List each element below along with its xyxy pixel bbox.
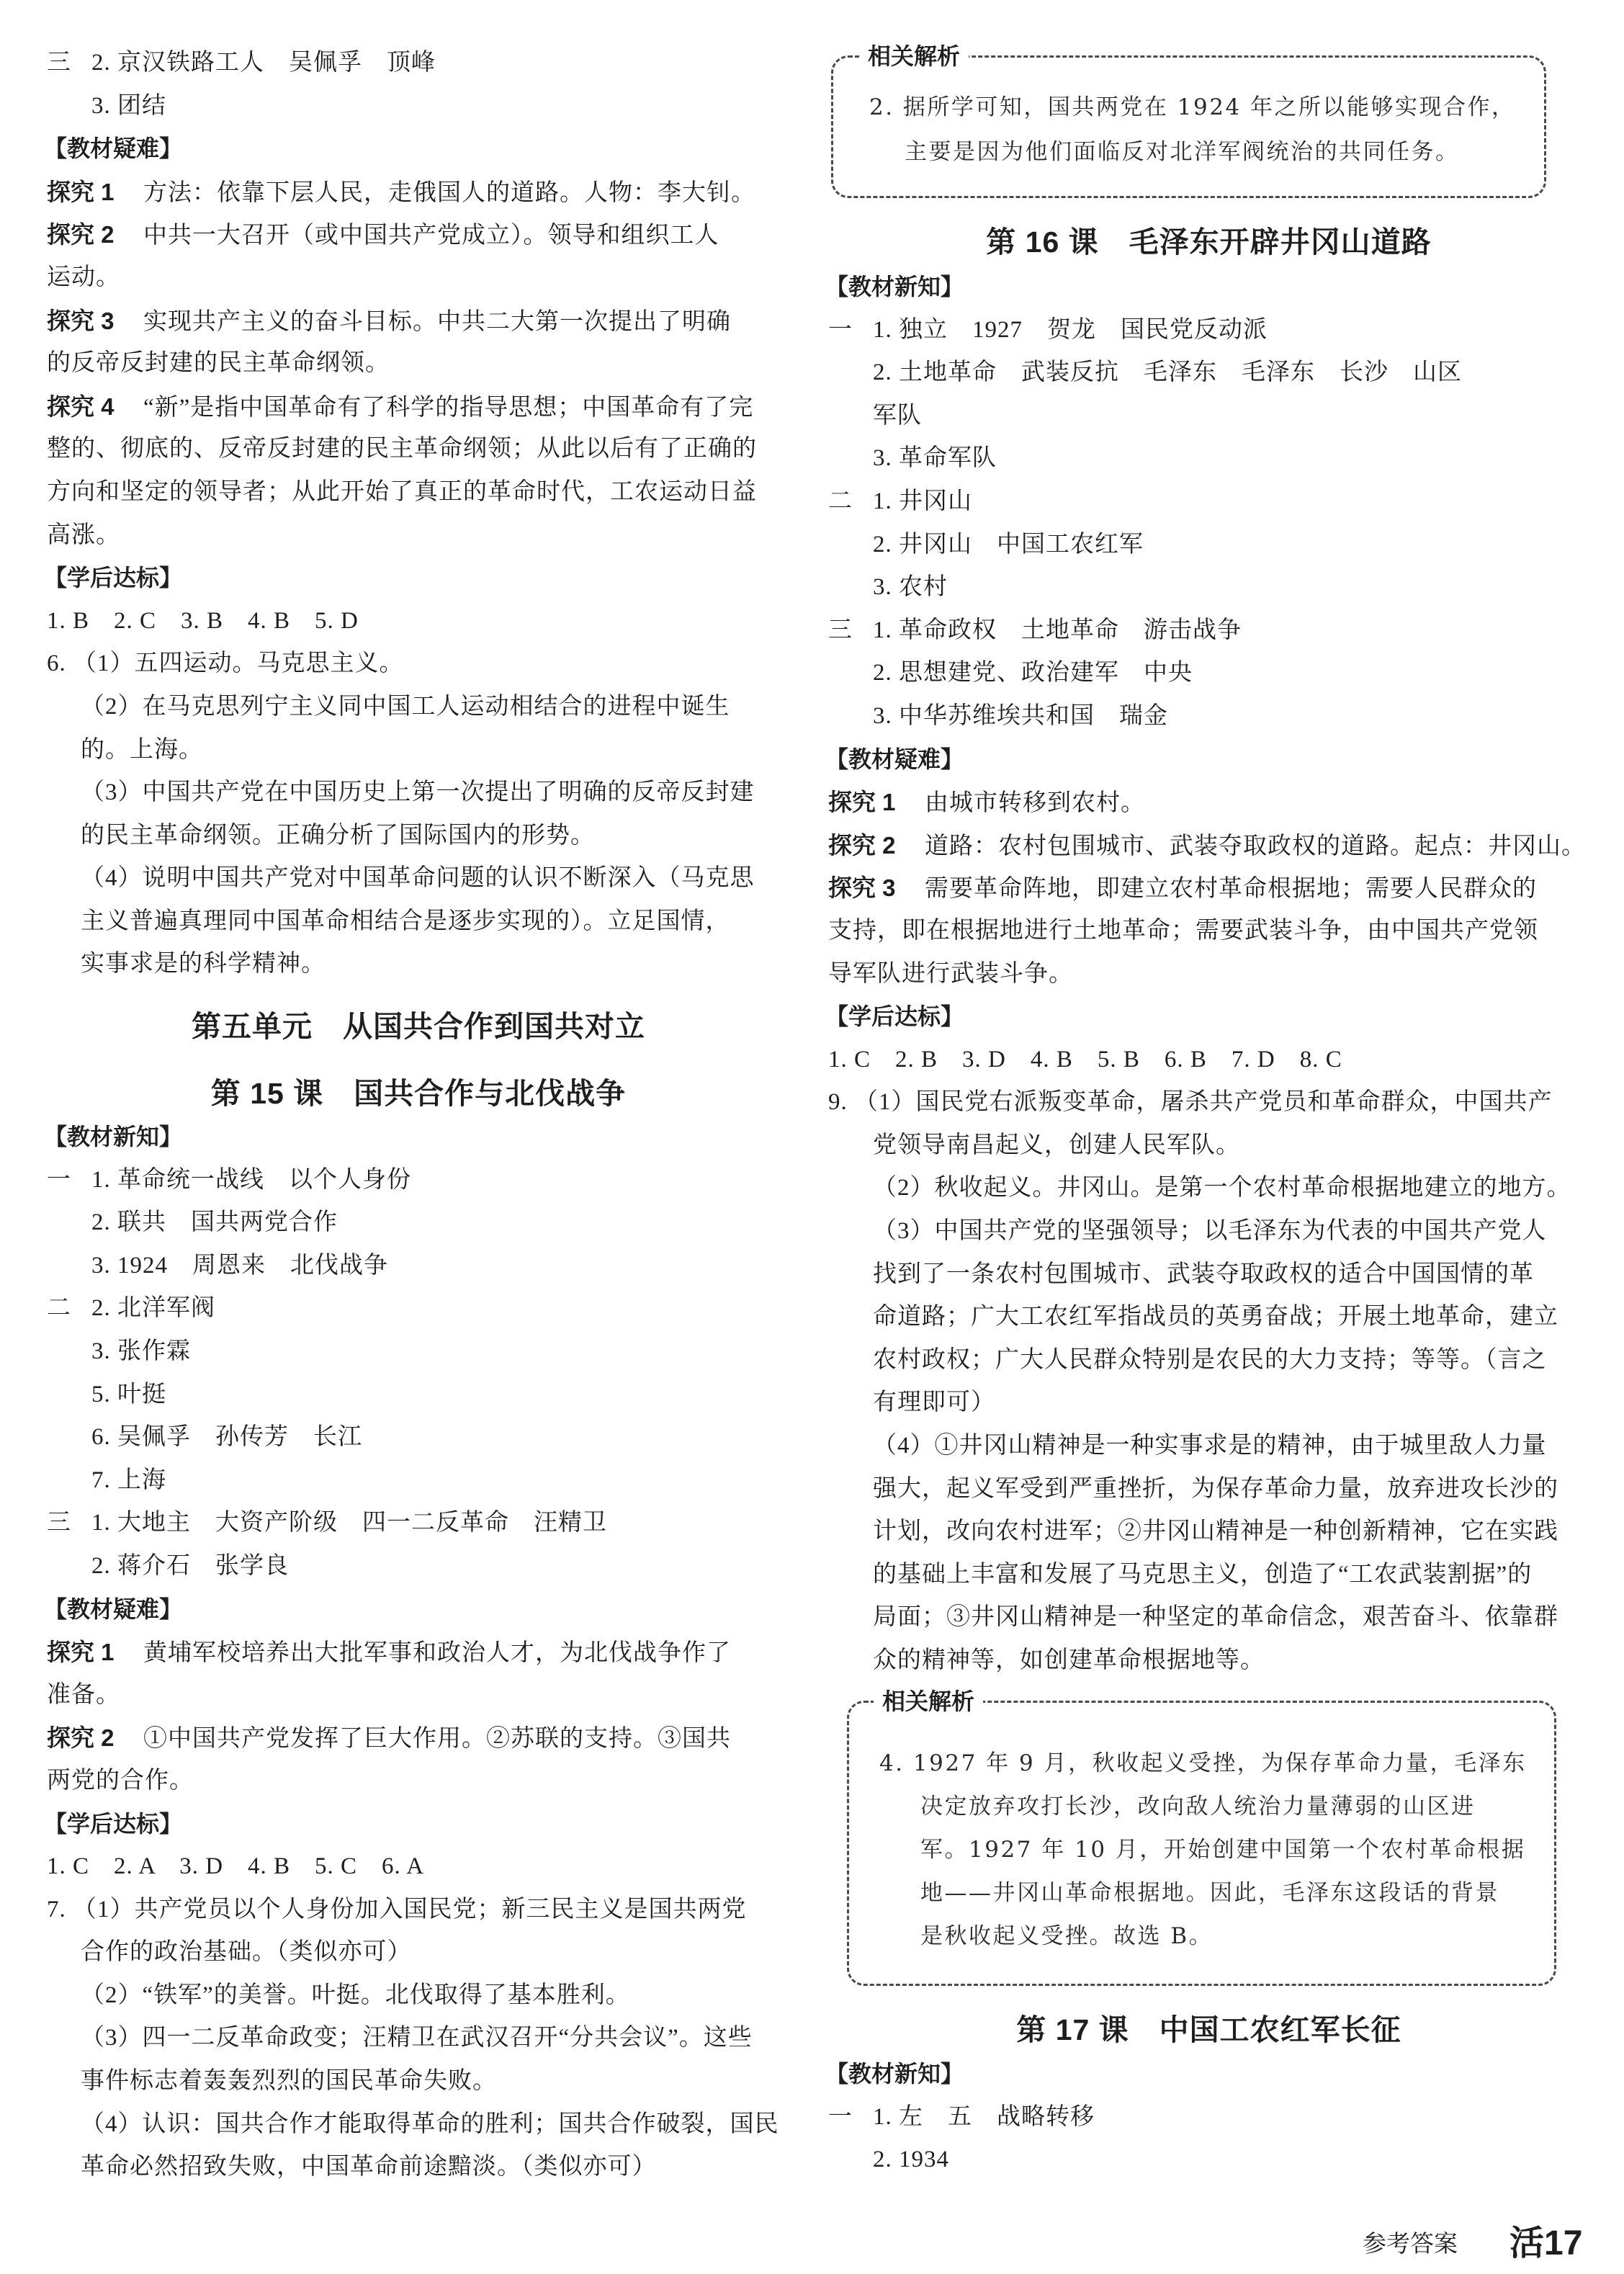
answer-line: 6. （1）五四运动。马克思主义。: [47, 650, 404, 677]
line-text: 2. 京汉铁路工人 吴佩孚 顶峰: [91, 50, 436, 76]
answer-line: [44, 1287, 793, 1330]
part-marker: 一: [828, 316, 853, 343]
inquiry-line: [44, 1631, 793, 1674]
answer-line: 3. 革命军队: [873, 445, 997, 472]
answer-line: 1. B 2. C 3. B 4. B 5. D: [47, 607, 359, 634]
inquiry-label: 探究 2: [47, 1724, 115, 1752]
answer-line: （4）说明中国共产党对中国革命问题的认识不断深入（马克思: [81, 865, 755, 892]
page-number: 活17: [1509, 2224, 1583, 2262]
inquiry-line: [825, 867, 1592, 910]
line-text: 1. 井冈山: [873, 488, 972, 514]
section-label: 【教材疑难】: [44, 135, 183, 162]
answer-line: [44, 1502, 793, 1545]
answer-line: 方向和坚定的领导者；从此开始了真正的革命时代，工农运动日益: [47, 478, 757, 505]
answer-line: [44, 1159, 793, 1202]
section-label: 【教材新知】: [825, 2061, 964, 2087]
analysis-line: 主要是因为他们面临反对北洋军阀统治的共同任务。: [905, 139, 1460, 165]
answer-line: 2. 蒋介石 张学良: [91, 1552, 289, 1579]
answer-line: （2）秋收起义。井冈山。是第一个农村革命根据地建立的地方。: [873, 1175, 1571, 1201]
part-marker: 一: [828, 2103, 853, 2130]
answer-line: 的反帝反封建的民主革命纲领。: [47, 350, 390, 377]
answer-line: [825, 309, 1592, 352]
inquiry-label: 探究 4: [47, 393, 115, 420]
footer-label: 参考答案: [1363, 2230, 1458, 2257]
section-label: 【学后达标】: [44, 565, 183, 591]
answer-line: 支持，即在根据地进行土地革命；需要武装斗争，由中国共产党领: [828, 917, 1538, 944]
answer-line: 导军队进行武装斗争。: [828, 960, 1073, 987]
answer-line: （2）“铁军”的美誉。叶挺。北伐取得了基本胜利。: [81, 1982, 630, 2008]
answer-line: 合作的政治基础。（类似亦可）: [81, 1939, 412, 1966]
answer-line: （3）四一二反革命政变；汪精卫在武汉召开“分共会议”。这些: [81, 2025, 753, 2051]
part-marker: 三: [47, 1510, 71, 1536]
answer-line: 2. 联共 国共两党合作: [91, 1209, 338, 1236]
lesson-title-16: 第 16 课 毛泽东开辟井冈山道路: [986, 225, 1432, 259]
analysis-line: 4. 1927 年 9 月，秋收起义受挫，为保存革命力量，毛泽东: [879, 1750, 1527, 1776]
line-text: 需要革命阵地，即建立农村革命根据地；需要人民群众的: [925, 876, 1537, 903]
answer-line: 计划，改向农村进军；②井冈山精神是一种创新精神，它在实践: [873, 1518, 1558, 1545]
answer-line: 6. 吴佩孚 孙传芳 长江: [91, 1424, 362, 1451]
answer-line: 2. 土地革命 武装反抗 毛泽东 毛泽东 长沙 山区: [873, 359, 1462, 386]
line-text: 黄埔军校培养出大批军事和政治人才，为北伐战争作了: [143, 1640, 731, 1667]
line-text: “新”是指中国革命有了科学的指导思想；中国革命有了完: [143, 394, 754, 421]
answer-line: 7. 上海: [91, 1467, 166, 1493]
answer-line: 有理即可）: [873, 1389, 995, 1416]
analysis-box-title: 相关解析: [859, 40, 969, 73]
line-text: 2. 北洋军阀: [91, 1295, 215, 1322]
inquiry-label: 探究 3: [828, 874, 896, 902]
lesson-title-15: 第 15 课 国共合作与北伐战争: [210, 1077, 627, 1110]
answer-line: 的基础上丰富和发展了马克思主义，创造了“工农武装割据”的: [873, 1561, 1533, 1588]
left-column-top: [44, 42, 793, 986]
answer-line: 运动。: [47, 264, 120, 290]
answer-line: 高涨。: [47, 522, 120, 548]
section-label: 【教材疑难】: [44, 1595, 183, 1622]
answer-line: 局面；③井冈山精神是一种坚定的革命信念，艰苦奋斗、依靠群: [873, 1604, 1558, 1631]
part-marker: 三: [47, 50, 71, 76]
answer-line: 7. （1）共产党员以个人身份加入国民党；新三民主义是国共两党: [47, 1896, 747, 1922]
line-text: 实现共产主义的奋斗目标。中共二大第一次提出了明确: [143, 308, 731, 335]
answer-line: 军队: [873, 402, 922, 429]
inquiry-line: [44, 1716, 793, 1760]
answer-line: 命道路；广大工农红军指战员的英勇奋战；开展土地革命，建立: [873, 1304, 1558, 1330]
inquiry-line: [825, 824, 1592, 867]
line-text: 方法：依靠下层人民，走俄国人的道路。人物：李大钊。: [143, 179, 755, 206]
answer-line: 强大，起义军受到严重挫折，为保存革命力量，放弃进攻长沙的: [873, 1475, 1558, 1502]
answer-line: 1. C 2. A 3. D 4. B 5. C 6. A: [47, 1853, 425, 1880]
answer-line: 3. 张作霖: [91, 1338, 191, 1364]
part-marker: 一: [47, 1166, 71, 1193]
answer-line: [44, 42, 793, 85]
analysis-box: [847, 1688, 1556, 1986]
unit-title: 第五单元 从国共合作到国共对立: [192, 1010, 645, 1043]
section-label: 【教材新知】: [44, 1124, 183, 1150]
analysis-line: 决定放弃攻打长沙，改向敌人统治力量薄弱的山区进: [920, 1794, 1476, 1819]
inquiry-label: 探究 3: [47, 307, 115, 334]
inquiry-line: [825, 781, 1592, 824]
answer-line: （3）中国共产党的坚强领导；以毛泽东为代表的中国共产党人: [873, 1218, 1547, 1245]
answer-line: 3. 团结: [91, 92, 166, 119]
analysis-line: 是秋收起义受挫。故选 B。: [920, 1923, 1213, 1949]
answer-line: 主义普遍真理同中国革命相结合是逐步实现的）。立足国情，: [81, 908, 730, 934]
answer-line: 找到了一条农村包围城市、武装夺取政权的适合中国国情的革: [873, 1261, 1534, 1287]
line-text: 由城市转移到农村。: [925, 790, 1145, 817]
inquiry-label: 探究 2: [47, 221, 115, 249]
answer-line: 3. 农村: [873, 574, 948, 601]
section-label: 【教材疑难】: [825, 746, 964, 772]
analysis-line: 2. 据所学可知，国共两党在 1924 年之所以能够实现合作，: [869, 94, 1516, 120]
section-label: 【学后达标】: [44, 1810, 183, 1837]
answer-line: [825, 2096, 1592, 2139]
line-text: 中共一大召开（或中国共产党成立）。领导和组织工人: [143, 223, 719, 249]
lesson-title-17: 第 17 课 中国工农红军长征: [1016, 2013, 1401, 2046]
line-text: ①中国共产党发挥了巨大作用。②苏联的支持。③国共: [143, 1726, 731, 1752]
answer-line: 农村政权；广大人民群众特别是农民的大力支持；等等。（言之: [873, 1346, 1547, 1373]
page-footer: [1354, 2215, 1592, 2261]
answer-line: 2. 思想建党、政治建军 中央: [873, 660, 1193, 686]
answer-line: 9. （1）国民党右派叛变革命，屠杀共产党员和革命群众，中国共产: [828, 1089, 1553, 1116]
section-label: 【教材新知】: [825, 274, 964, 300]
answer-line: 的。上海。: [81, 736, 203, 763]
right-column-lesson17: [825, 2053, 1592, 2182]
answer-line: 两党的合作。: [47, 1767, 194, 1794]
answer-line: （3）中国共产党在中国历史上第一次提出了明确的反帝反封建: [81, 779, 755, 806]
analysis-box: [831, 43, 1546, 198]
answer-line: 准备。: [47, 1681, 120, 1708]
answer-line: 党领导南昌起义，创建人民军队。: [873, 1132, 1240, 1158]
answer-line: 革命必然招致失败，中国革命前途黯淡。（类似亦可）: [81, 2154, 657, 2180]
inquiry-line: [44, 213, 793, 256]
part-marker: 二: [47, 1295, 71, 1322]
inquiry-line: [44, 385, 793, 429]
analysis-box-title: 相关解析: [874, 1685, 983, 1718]
right-column-lesson16: [825, 266, 1592, 1683]
answer-line: 5. 叶挺: [91, 1381, 166, 1407]
line-text: 道路：农村包围城市、武装夺取政权的道路。起点：井冈山。: [925, 833, 1586, 859]
line-text: 1. 左 五 战略转移: [873, 2103, 1095, 2130]
answer-line: （2）在马克思列宁主义同中国工人运动相结合的进程中诞生: [81, 693, 730, 720]
analysis-line: 军。1927 年 10 月，开始创建中国第一个农村革命根据: [920, 1837, 1526, 1863]
answer-line: 3. 1924 周恩来 北伐战争: [91, 1252, 388, 1279]
inquiry-label: 探究 1: [47, 1639, 115, 1666]
section-label: 【学后达标】: [825, 1003, 964, 1030]
answer-line: 的民主革命纲领。正确分析了国际国内的形势。: [81, 822, 595, 849]
answer-line: 实事求是的科学精神。: [81, 951, 326, 977]
inquiry-line: [44, 300, 793, 343]
answer-line: 众的精神等，如创建革命根据地等。: [873, 1647, 1265, 1673]
line-text: 1. 大地主 大资产阶级 四一二反革命 汪精卫: [91, 1510, 607, 1536]
answer-line: 2. 1934: [873, 2147, 949, 2173]
left-column-lesson15: [44, 1116, 793, 2189]
answer-line: 事件标志着轰轰烈烈的国民革命失败。: [81, 2068, 497, 2095]
answer-line: 2. 井冈山 中国工农红军: [873, 531, 1144, 558]
answer-line: [825, 480, 1592, 524]
part-marker: 二: [828, 488, 853, 514]
part-marker: 三: [828, 617, 853, 643]
answer-line: 1. C 2. B 3. D 4. B 5. B 6. B 7. D 8. C: [828, 1046, 1342, 1073]
inquiry-label: 探究 1: [47, 178, 115, 205]
inquiry-label: 探究 2: [828, 831, 896, 859]
inquiry-line: [44, 171, 793, 214]
inquiry-label: 探究 1: [828, 789, 896, 816]
line-text: 1. 独立 1927 贺龙 国民党反动派: [873, 316, 1268, 343]
answer-line: （4）①井冈山精神是一种实事求是的精神，由于城里敌人力量: [873, 1433, 1547, 1459]
analysis-line: 地——井冈山革命根据地。因此，毛泽东这段话的背景: [920, 1880, 1499, 1906]
line-text: 1. 革命统一战线 以个人身份: [91, 1166, 411, 1193]
answer-line: 整的、彻底的、反帝反封建的民主革命纲领；从此以后有了正确的: [47, 436, 757, 462]
line-text: 1. 革命政权 土地革命 游击战争: [873, 617, 1242, 643]
answer-line: （4）认识：国共合作才能取得革命的胜利；国共合作破裂，国民: [81, 2110, 779, 2137]
answer-line: 3. 中华苏维埃共和国 瑞金: [873, 702, 1168, 729]
answer-line: [825, 609, 1592, 653]
